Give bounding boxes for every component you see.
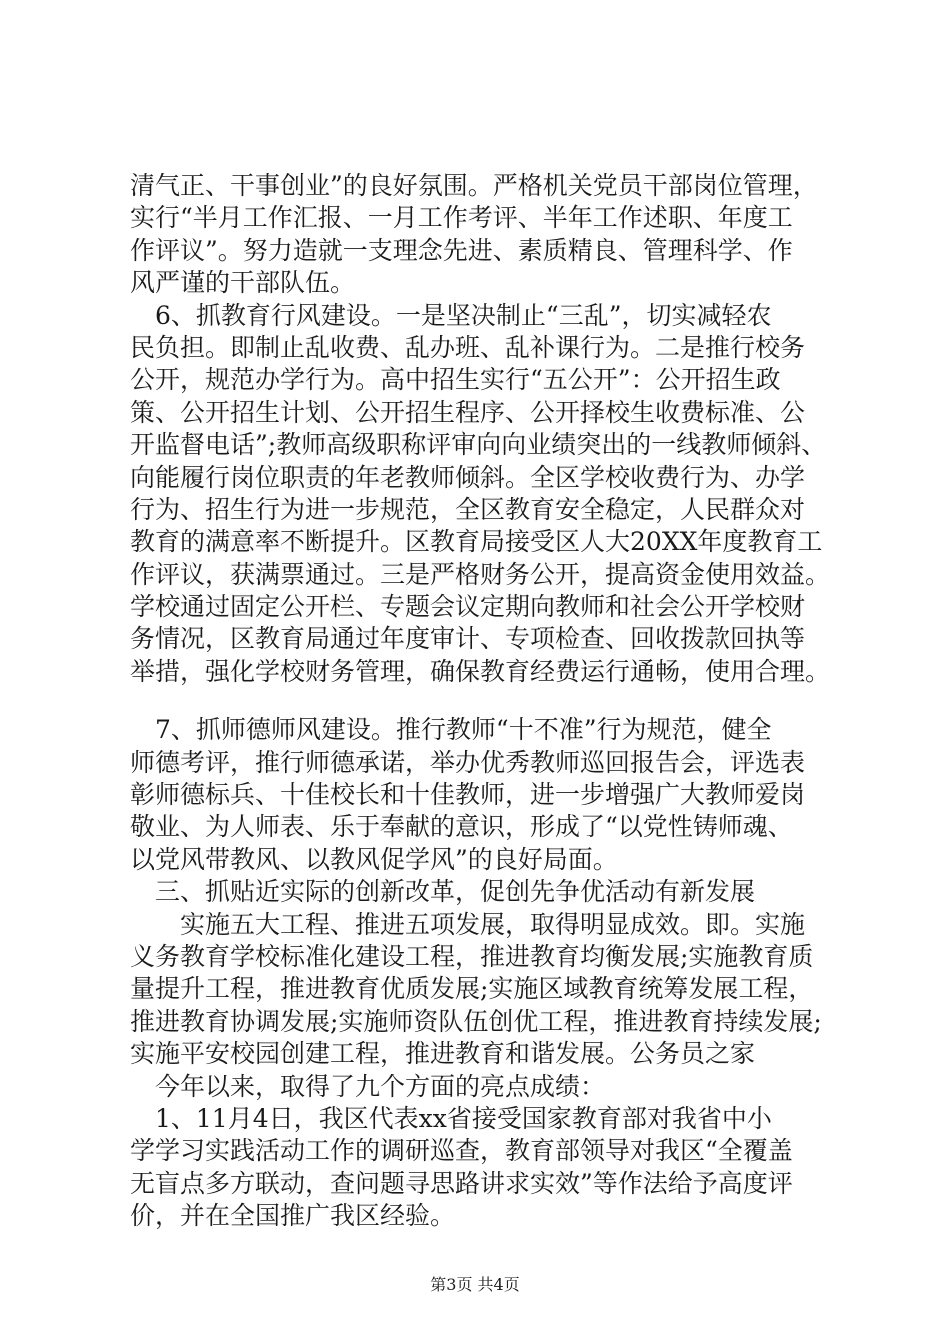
body-text — [130, 170, 830, 1233]
text-line: 学学习实践活动工作的调研巡查，教育部领导对我区“全覆盖 — [130, 1136, 793, 1166]
text-line: 1、11月4日，我区代表xx省接受国家教育部对我省中小 — [130, 1103, 772, 1133]
text-line: 量提升工程，推进教育优质发展;实施区域教育统筹发展工程， — [130, 974, 814, 1004]
text-line: 风严谨的干部队伍。 — [130, 268, 356, 298]
text-line: 敬业、为人师表、乐于奉献的意识，形成了“以党性铸师魂、 — [130, 812, 793, 842]
text-line: 公开，规范办学行为。高中招生实行“五公开”：公开招生政 — [130, 365, 781, 395]
paragraph-gap — [130, 688, 830, 714]
text-line: 作评议”。努力造就一支理念先进、素质精良、管理科学、作 — [130, 235, 793, 265]
text-line: 行为、招生行为进一步规范，全区教育安全稳定，人民群众对 — [130, 494, 806, 524]
text-line: 学校通过固定公开栏、专题会议定期向教师和社会公开学校财 — [130, 592, 806, 622]
text-line: 以党风带教风、以教风促学风”的良好局面。 — [130, 844, 618, 874]
text-line: 7、抓师德师风建设。推行教师“十不准”行为规范，健全 — [130, 715, 772, 745]
text-line: 作评议，获满票通过。三是严格财务公开，提高资金使用效益。 — [130, 559, 831, 589]
text-line: 实施五大工程、推进五项发展，取得明显成效。即。实施 — [130, 909, 806, 939]
text-line: 实施平安校园创建工程，推进教育和谐发展。公务员之家 — [130, 1039, 756, 1069]
page-footer: 第3页 共4页 — [430, 1275, 520, 1294]
text-line: 开监督电话”;教师高级职称评审向向业绩突出的一线教师倾斜、 — [130, 430, 827, 460]
text-line: 举措，强化学校财务管理，确保教育经费运行通畅，使用合理。 — [130, 656, 831, 686]
section-heading: 三、抓贴近实际的创新改革，促创先争优活动有新发展 — [130, 877, 756, 907]
text-line: 推进教育协调发展;实施师资队伍创优工程，推进教育持续发展; — [130, 1006, 822, 1036]
text-line: 价，并在全国推广我区经验。 — [130, 1201, 456, 1231]
text-line: 彰师德标兵、十佳校长和十佳教师，进一步增强广大教师爱岗 — [130, 780, 806, 810]
text-line: 6、抓教育行风建设。一是坚决制止“三乱”，切实减轻农 — [130, 300, 772, 330]
text-line: 民负担。即制止乱收费、乱办班、乱补课行为。二是推行校务 — [130, 332, 806, 362]
text-line: 义务教育学校标准化建设工程，推进教育均衡发展;实施教育质 — [130, 941, 814, 971]
text-line: 向能履行岗位职责的年老教师倾斜。全区学校收费行为、办学 — [130, 462, 806, 492]
text-line: 实行“半月工作汇报、一月工作考评、半年工作述职、年度工 — [130, 203, 793, 233]
text-line: 清气正、干事创业”的良好氛围。严格机关党员干部岗位管理， — [130, 171, 818, 200]
text-line: 教育的满意率不断提升。区教育局接受区人大20XX年度教育工 — [130, 527, 823, 557]
text-line: 今年以来，取得了九个方面的亮点成绩： — [130, 1071, 606, 1101]
text-line: 无盲点多方联动，查问题寻思路讲求实效”等作法给予高度评 — [130, 1168, 793, 1198]
text-line: 务情况，区教育局通过年度审计、专项检查、回收拨款回执等 — [130, 624, 806, 654]
text-line: 策、公开招生计划、公开招生程序、公开择校生收费标准、公 — [130, 397, 806, 427]
text-line: 师德考评，推行师德承诺，举办优秀教师巡回报告会，评选表 — [130, 747, 806, 777]
